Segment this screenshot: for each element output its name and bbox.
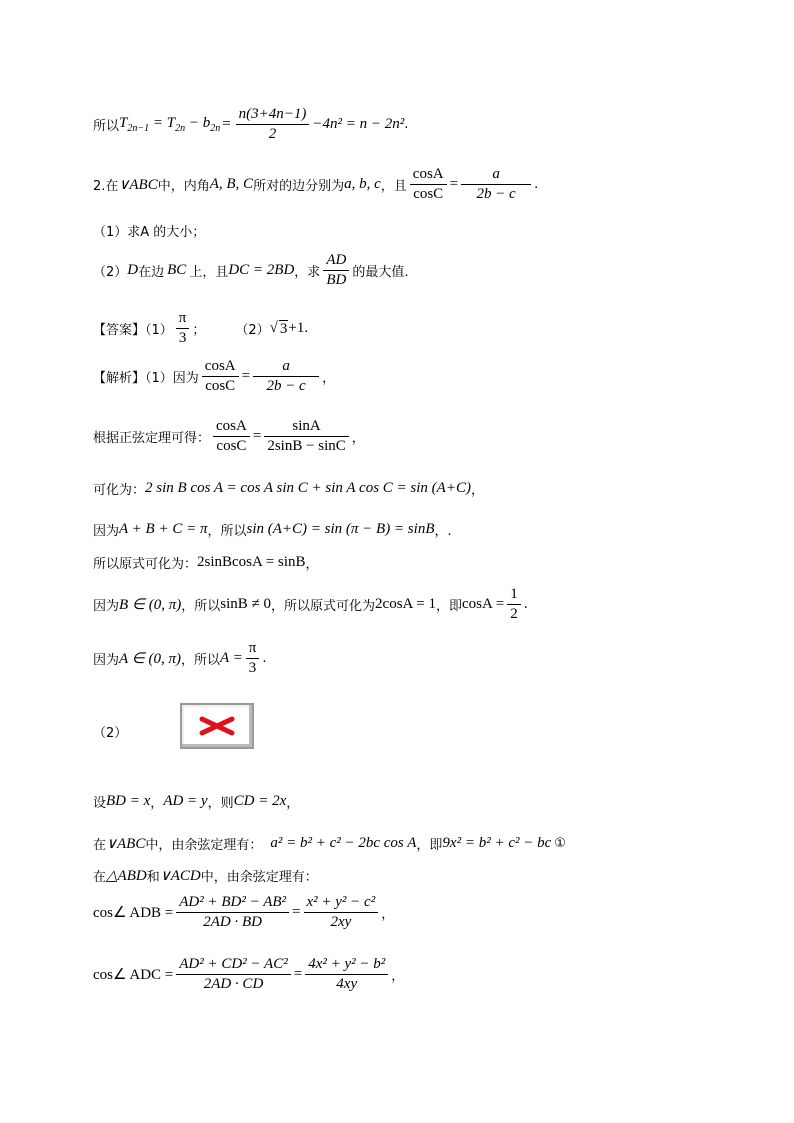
fraction (304, 894, 379, 931)
numerator: π (246, 640, 260, 659)
math: sin (A+C) = sin (π − B) = sinB (246, 521, 435, 537)
text: （2） (235, 323, 270, 338)
fraction (507, 586, 521, 623)
line-8 (93, 479, 484, 498)
fraction (176, 310, 190, 347)
text: 在 (93, 870, 107, 885)
numerator: AD (323, 252, 349, 271)
text: 【答案】（1） (93, 323, 173, 338)
punct: ， (470, 483, 484, 498)
text: 的最大值. (352, 265, 409, 280)
fraction (323, 252, 349, 289)
text: 设 (93, 796, 107, 811)
text: 在边 (138, 265, 165, 280)
text: 【解析】（1）因为 (93, 371, 199, 386)
punct: ， (322, 371, 336, 386)
math: 9x² = b² + c² − bc (442, 835, 552, 851)
numerator: cosA (202, 358, 239, 377)
punct: ， (351, 431, 365, 446)
math: ∨ABC (106, 836, 146, 852)
line-7 (93, 418, 365, 455)
line-1 (93, 106, 408, 143)
eq: = (293, 966, 303, 982)
math: A ∈ (0, π) (119, 651, 181, 667)
text: 中，由余弦定理有： (145, 838, 263, 853)
denominator: cosC (205, 378, 236, 394)
broken-image (180, 703, 254, 749)
line-4 (93, 252, 408, 289)
line-13 (93, 722, 127, 741)
punct: ， (286, 796, 300, 811)
fraction (410, 166, 447, 203)
line-5 (93, 310, 308, 347)
fraction (236, 106, 310, 143)
text: 因为 (93, 524, 120, 539)
punct: ， (381, 907, 395, 922)
math: A + B + C = π (119, 521, 208, 537)
numerator: sinA (264, 418, 348, 437)
math-T: $T_{2n-1} = T_{2n} - b_{2n}$ (119, 115, 221, 134)
eq: = (292, 904, 301, 920)
numerator: AD² + BD² − AB² (176, 894, 289, 913)
math: A = (220, 650, 243, 666)
math: 2sinBcosA = sinB (197, 554, 306, 570)
punct: . (404, 117, 409, 132)
math: cos∠ ADB = (93, 905, 174, 921)
math: 2cosA = 1 (375, 596, 436, 612)
denominator: 2 (510, 606, 518, 622)
numerator: n(3+4n−1) (236, 106, 310, 125)
text: ，求 (294, 265, 321, 280)
punct: ， (391, 969, 405, 984)
text: 所以原式可化为： (93, 557, 198, 572)
eq: = (241, 368, 251, 384)
line-9 (93, 520, 452, 539)
numerator: cosA (213, 418, 250, 437)
text: 中，由余弦定理有： (200, 870, 318, 885)
text: ，所以 (181, 599, 221, 614)
denominator: cosC (413, 186, 444, 202)
text: ，且 (380, 179, 407, 194)
line-16 (93, 866, 318, 885)
line-17 (93, 894, 394, 931)
numerator: a (461, 166, 531, 185)
denominator: 2AD · CD (203, 976, 264, 992)
text: 上，且 (189, 265, 229, 280)
text: 根据正弦定理可得： (93, 431, 211, 446)
denominator: 3 (248, 660, 257, 676)
math: B ∈ (0, π) (119, 597, 182, 613)
text: ，所以原式可化为 (271, 599, 376, 614)
broken-image-icon (198, 716, 236, 736)
numerator: AD² + CD² − AC² (176, 956, 290, 975)
punct: . (534, 177, 539, 192)
math: BD = x (106, 793, 151, 809)
punct: ，. (434, 524, 452, 539)
fraction (461, 166, 531, 203)
math: a, b, c (344, 176, 381, 192)
denominator: 2sinB − sinC (267, 438, 346, 454)
math: sinB ≠ 0 (220, 596, 272, 612)
fraction (264, 418, 348, 455)
math: −4n² = n − 2n² (312, 116, 405, 132)
line-3 (93, 221, 205, 240)
line-11 (93, 586, 528, 623)
math: ∨ACD (159, 868, 201, 884)
text: 在 (93, 838, 107, 853)
text: 所对的边分别为 (253, 179, 345, 194)
text: （1）求A 的大小； (93, 225, 206, 240)
numerator: cosA (410, 166, 447, 185)
eq: = (222, 116, 231, 132)
numerator: 4x² + y² − b² (305, 956, 388, 975)
denominator: 3 (178, 330, 187, 346)
text: 2.在 (93, 179, 119, 194)
denominator: 2b − c (266, 378, 306, 394)
math: +1. (288, 320, 309, 336)
text: 因为 (93, 599, 120, 614)
fraction (202, 358, 239, 395)
punct: . (523, 597, 528, 612)
denominator: 2AD · BD (203, 914, 263, 930)
text: ， (150, 796, 164, 811)
text: ，即 (416, 838, 443, 853)
math: A, B, C (209, 176, 254, 192)
math: ∨ABC (118, 177, 158, 193)
line-15 (93, 834, 566, 853)
line-10 (93, 553, 319, 572)
denominator: 2xy (330, 914, 352, 930)
sqrt-symbol: √ (269, 320, 278, 336)
eq: = (252, 428, 262, 444)
denominator: 2 (268, 126, 277, 142)
text: （2） (93, 726, 128, 741)
numerator: π (176, 310, 190, 329)
numerator: x² + y² − c² (304, 894, 379, 913)
math: AD = y (163, 793, 208, 809)
text: 可化为： (93, 483, 146, 498)
math: a² = b² + c² − 2bc cos A (270, 835, 417, 851)
line-14 (93, 792, 299, 811)
math: D (127, 262, 139, 278)
text: ，所以 (207, 524, 247, 539)
math: DC = 2BD (228, 262, 295, 278)
line-18 (93, 956, 404, 993)
punct: ， (305, 557, 319, 572)
fraction (176, 956, 290, 993)
fraction (213, 418, 250, 455)
fraction (176, 894, 289, 931)
text: ； (192, 323, 206, 338)
math: 2 sin B cos A = cos A sin C + sin A cos C = sin (A+C) (145, 480, 471, 496)
numerator: a (253, 358, 319, 377)
math: cosA = (462, 596, 505, 612)
line-2 (93, 166, 538, 203)
math: CD = 2x (233, 793, 287, 809)
denominator: 2b − c (476, 186, 516, 202)
denominator: BD (326, 272, 347, 288)
math: BC (167, 262, 187, 278)
text: ① (554, 836, 566, 851)
text: （2） (93, 265, 128, 280)
math: 3 (279, 320, 288, 337)
text: ，则 (207, 796, 234, 811)
fraction (305, 956, 388, 993)
text: 和 (146, 870, 160, 885)
text: ，即 (436, 599, 463, 614)
denominator: 4xy (336, 976, 358, 992)
denominator: cosC (216, 438, 247, 454)
math: △ABD (106, 868, 147, 884)
numerator: 1 (507, 586, 521, 605)
math: cos∠ ADC = (93, 967, 174, 983)
text: 所以 (93, 119, 120, 134)
fraction (246, 640, 260, 677)
punct: . (262, 651, 267, 666)
line-12 (93, 640, 266, 677)
eq: = (449, 176, 459, 192)
text: 中，内角 (157, 179, 210, 194)
text: ，所以 (180, 653, 220, 668)
text: 因为 (93, 653, 120, 668)
fraction (253, 358, 319, 395)
line-6 (93, 358, 335, 395)
